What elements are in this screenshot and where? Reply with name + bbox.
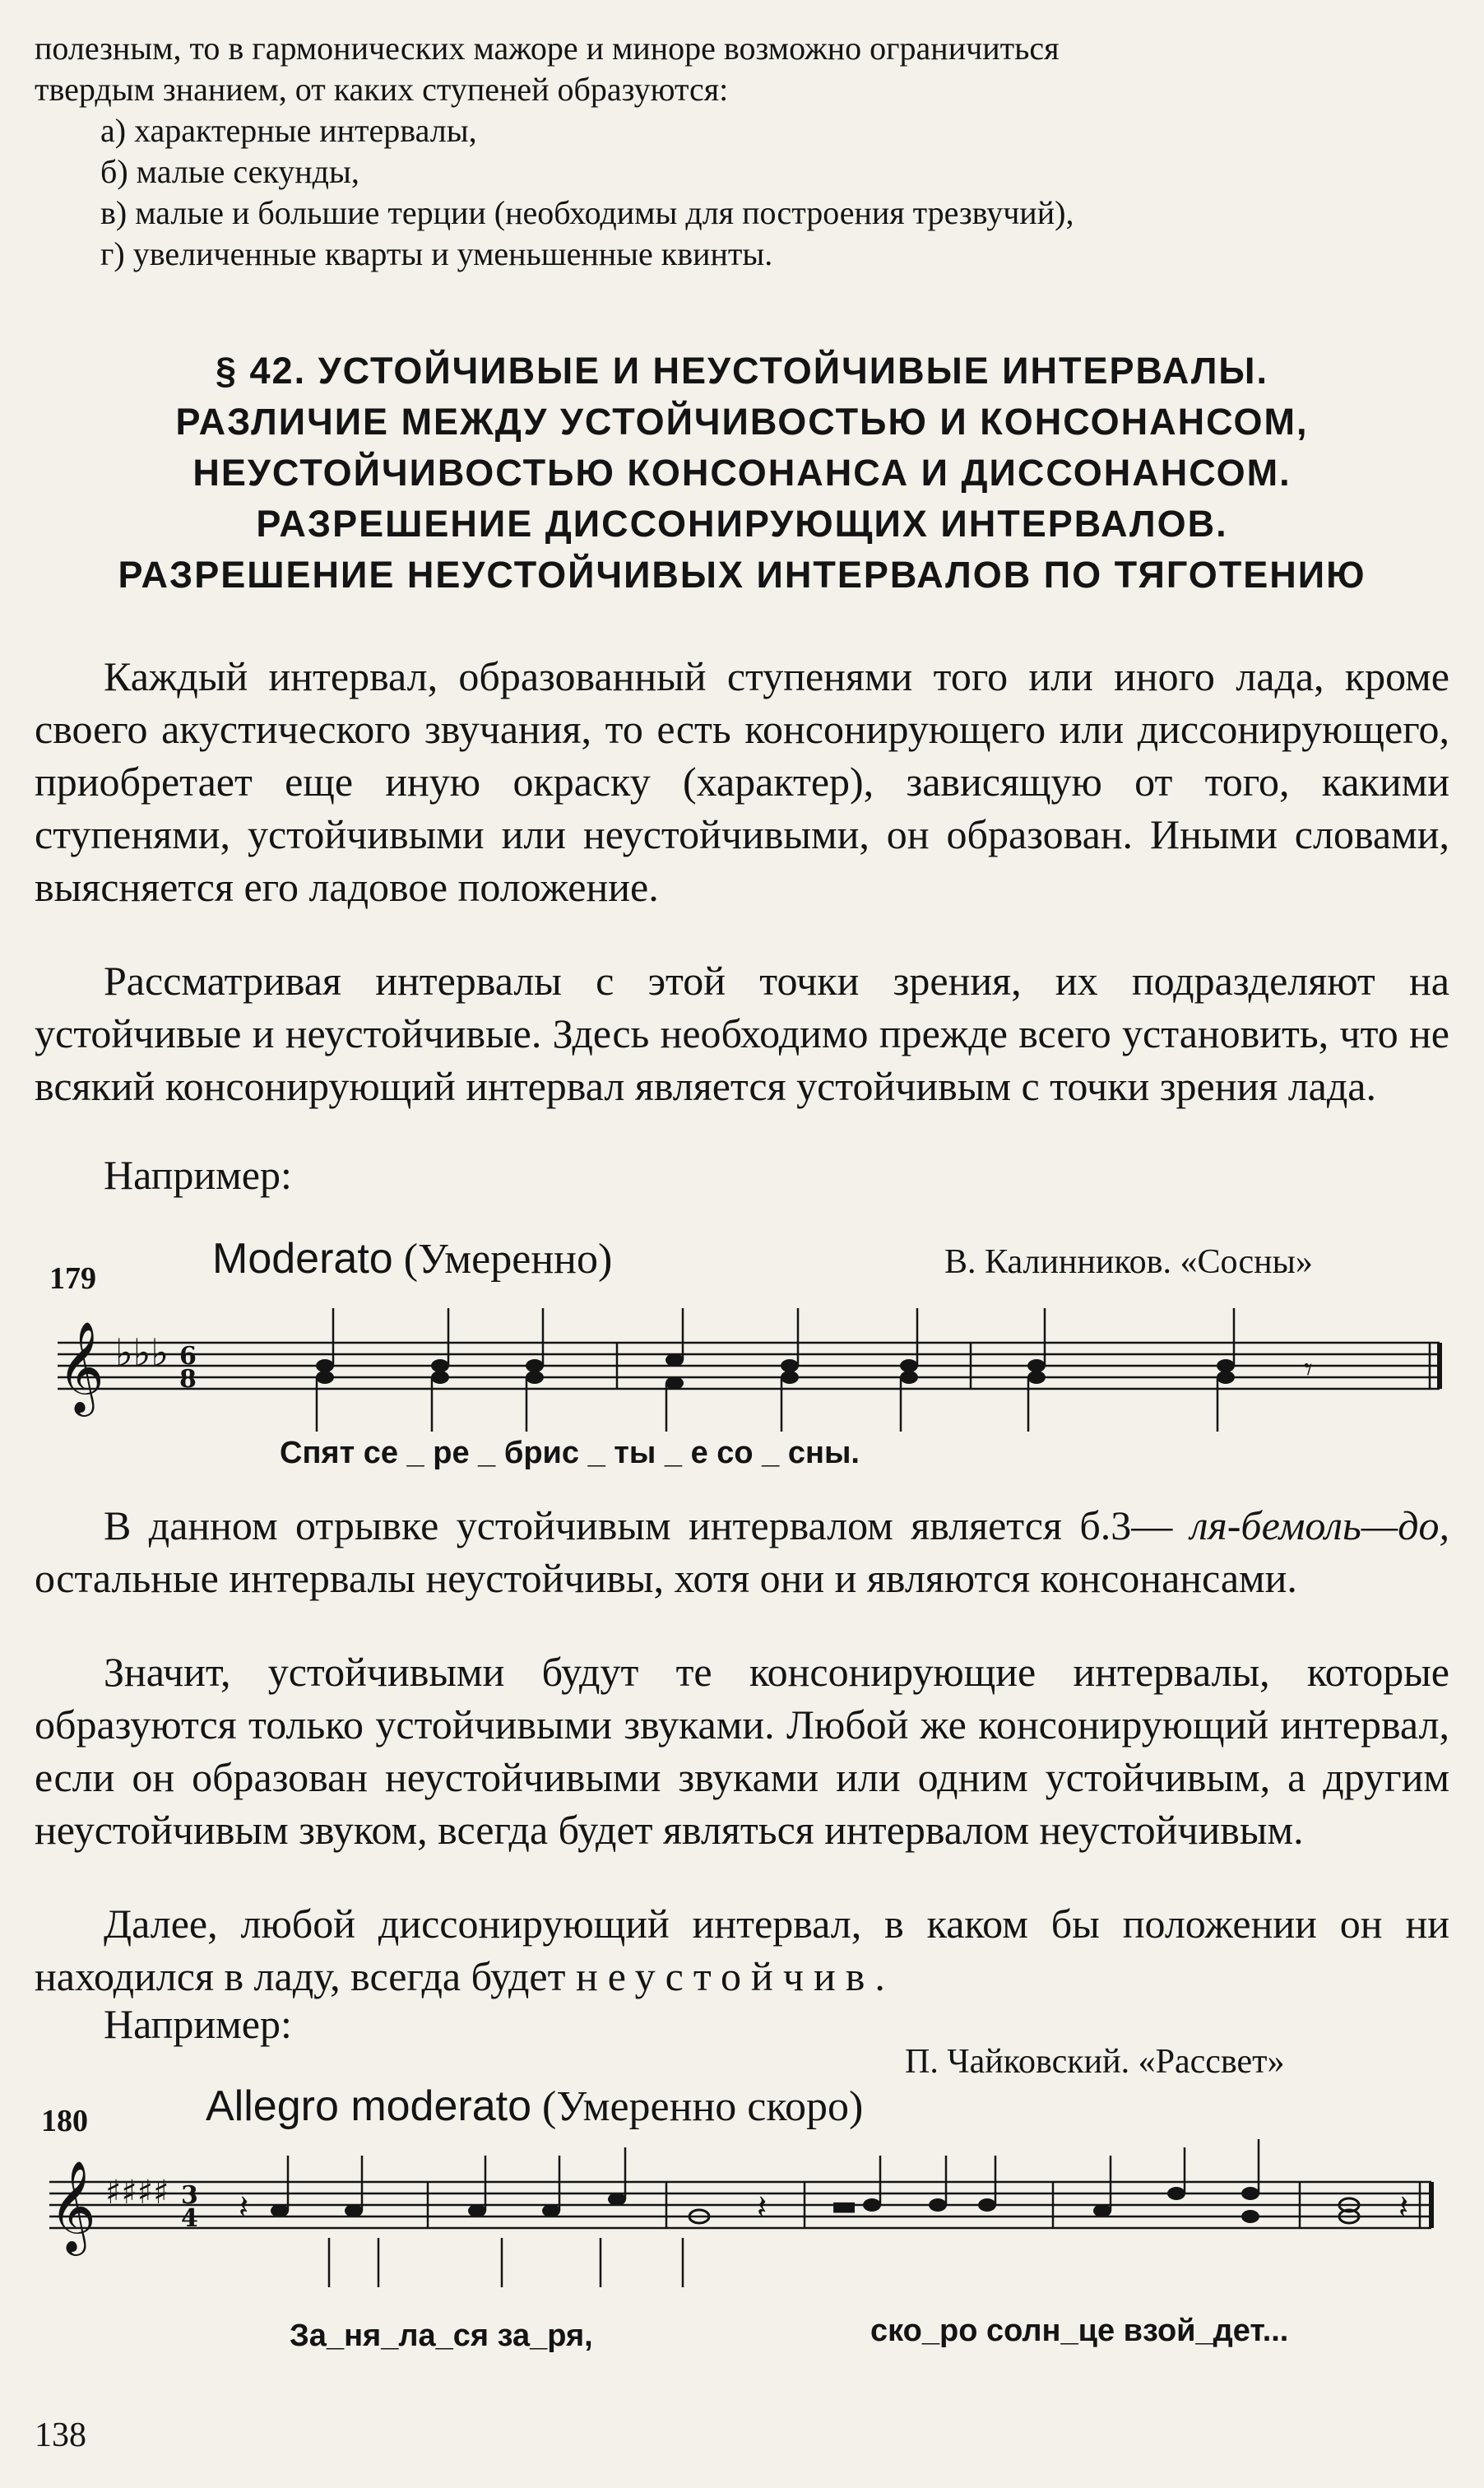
paragraph-2: Рассматривая интервалы с этой точки зрения, их подразделяют на устойчивые и неустойчивые. Здесь необходимо прежде всего установить, что не всякий консонирующий интервал является устойчивым с точки зрения лада.	[35, 958, 1449, 1109]
example-180-credit: П. Чайковский. «Рассвет»	[905, 2043, 1285, 2081]
heading-line-1: § 42. УСТОЙЧИВЫЕ И НЕУСТОЙЧИВЫЕ ИНТЕРВАЛЫ.	[216, 350, 1268, 392]
heading-line-2: РАЗЛИЧИЕ МЕЖДУ УСТОЙЧИВОСТЬЮ И КОНСОНАНСОМ,	[175, 401, 1309, 443]
tempo-marking-2: Allegro moderato	[206, 2082, 531, 2130]
paragraph-3	[35, 1499, 1449, 1604]
example-179-credit: В. Калинников. «Сосны»	[944, 1243, 1313, 1281]
svg-text:▬: ▬	[831, 2189, 858, 2222]
treble-clef-icon-2: 𝄞	[49, 2160, 96, 2252]
example-180-number: 180	[41, 2104, 88, 2138]
heading-line-3: НЕУСТОЙЧИВОСТЬЮ КОНСОНАНСА И ДИССОНАНСОМ.	[192, 452, 1292, 494]
svg-text:𝄽: 𝄽	[1398, 2189, 1409, 2226]
p5-spaced: неустойчив.	[575, 1953, 895, 1999]
p3-start: В данном отрывке устойчивым интервалом является б.3—	[104, 1502, 1173, 1548]
svg-text:3: 3	[181, 2181, 198, 2210]
svg-text:𝄽: 𝄽	[757, 2189, 768, 2226]
heading-line-4: РАЗРЕШЕНИЕ ДИССОНИРУЮЩИХ ИНТЕРВАЛОВ.	[256, 503, 1228, 545]
list-item-c: в) малые и большие терции (необходимы для построения трезвучий),	[100, 194, 1074, 231]
page-number: 138	[35, 2416, 86, 2454]
example-180-lyrics-1: За_ня_ла_ся за_ря,	[290, 2319, 593, 2353]
treble-clef-icon: 𝄞	[58, 1321, 104, 1413]
paragraph-4: Значит, устойчивыми будут те консонирующие интервалы, которые образуются только устойчивыми звуками. Любой же консонирующий интервал, если он образован неустойчивыми звуками или одним устойчивым, а другим неустойчивым звуком, всегда будет являться интервалом неустойчивым.	[35, 1649, 1449, 1853]
staff-179	[41, 1283, 1472, 1448]
list-item-b: б) малые секунды,	[100, 153, 359, 190]
heading-line-5: РАЗРЕШЕНИЕ НЕУСТОЙЧИВЫХ ИНТЕРВАЛОВ ПО ТЯГОТЕНИЮ	[118, 554, 1366, 596]
tempo-translation: (Умеренно)	[403, 1236, 613, 1283]
svg-text:6: 6	[179, 1342, 197, 1371]
paragraph-5	[35, 1897, 1449, 2003]
top-line-1: полезным, то в гармонических мажоре и миноре возможно ограничиться	[35, 30, 1060, 67]
example-179-tempo	[212, 1234, 612, 1283]
key-sharps-icon: ♯♯♯♯	[105, 2174, 169, 2212]
example-179-number: 179	[49, 1261, 96, 1296]
tempo-marking: Moderato	[212, 1235, 393, 1283]
example-179-lyrics: Спят се _ ре _ брис _ ты _ е со _ сны.	[280, 1436, 860, 1470]
section-heading	[33, 346, 1451, 601]
list-item-a: а) характерные интервалы,	[100, 112, 477, 149]
example-2-label: Например:	[104, 2001, 292, 2047]
staff-180	[41, 2123, 1472, 2304]
svg-text:𝄽: 𝄽	[239, 2189, 249, 2226]
key-flats-icon: ♭♭♭	[115, 1330, 169, 1375]
tempo-translation-2: (Умеренно скоро)	[542, 2083, 864, 2130]
p3-italic: ля-бемоль—до,	[1190, 1502, 1449, 1548]
list-item-d: г) увеличенные кварты и уменьшенные квинты.	[100, 235, 773, 272]
svg-text:8: 8	[179, 1365, 197, 1394]
example-1-label: Например:	[104, 1152, 292, 1198]
p3-end: остальные интервалы неустойчивы, хотя они и являются консонансами.	[35, 1555, 1297, 1601]
top-line-2: твердым знанием, от каких ступеней образуются:	[35, 71, 729, 108]
p5-start: Далее, любой диссонирующий интервал, в каком бы положении он ни находился в ладу, всегда будет	[35, 1901, 1449, 1999]
eighth-rest-icon: 𝄾	[1304, 1351, 1313, 1389]
example-180-lyrics-2: ско_ро солн_це взой_дет...	[870, 2314, 1289, 2348]
interval-list	[35, 110, 1449, 275]
svg-text:4: 4	[181, 2204, 198, 2233]
top-text-block	[35, 28, 1449, 275]
paragraph-1: Каждый интервал, образованный ступенями того или иного лада, кроме своего акустического звучания, то есть консонирующего или диссонирующего, приобретает еще иную окраску (характер), зависящую от того, какими ступенями, устойчивыми или неустойчивыми, он образован. Иными словами, выясняется его ладовое положение.	[35, 653, 1449, 910]
